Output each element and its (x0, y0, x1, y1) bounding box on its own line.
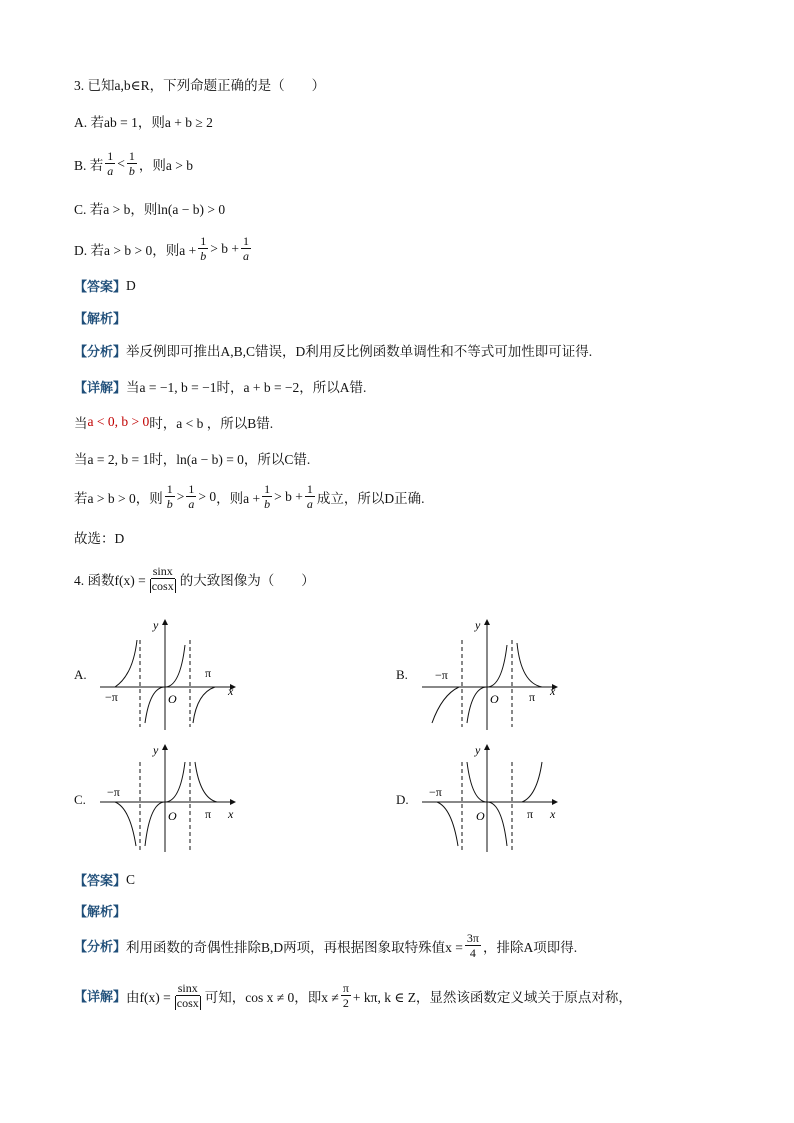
pi-label: π (527, 807, 534, 821)
q3-fenxi: 【分析】 举反例即可推出A,B,C错误，D利用反比例函数单调性和不等式可加性即可证得. (74, 344, 593, 360)
fraction: $\frac{1}{a}$ (242, 234, 249, 263)
graph-d (417, 740, 567, 860)
q3-xiangjie-4: 若a > b > 0，则 $\frac{1}{b}$ > $\frac{1}{a}$ > 0 ，则a + $\frac{1}{b}$ > b + $\frac{1}{a}$ 成立，所以D正确. (74, 482, 425, 511)
fraction: $\frac{\pi}{2}$ (342, 981, 349, 1010)
q3-xiangjie-3: 当a = 2, b = 1时，ln(a − b) = 0，所以C错. (74, 452, 311, 467)
x-label: x (228, 807, 234, 821)
q3-option-c: C. 若a > b，则ln(a − b) > 0 (74, 202, 226, 217)
y-label: y (153, 743, 159, 757)
fraction: $\frac{\sin x}{\cos x}$ (176, 981, 199, 1010)
fraction: $\frac{1}{a}$ (188, 482, 195, 511)
fraction: $\frac{1}{b}$ (264, 482, 271, 511)
graph-label-a: A. (74, 667, 87, 682)
neg-pi-label: −π (429, 785, 442, 799)
q3-stem: 3. 已知a,b∈R，下列命题正确的是（ ） (74, 78, 326, 93)
origin-label: O (476, 809, 485, 823)
fraction: $\frac{3\pi}{4}$ (466, 931, 479, 960)
x-label: x (228, 684, 234, 698)
origin-label: O (168, 809, 177, 823)
q3-choose: 故选：D (74, 531, 125, 546)
q3-xiangjie-1: 【详解】 当a = −1, b = −1时，a + b = −2，所以A错. (74, 380, 367, 396)
curve (437, 802, 458, 846)
curve (432, 687, 459, 723)
y-label: y (475, 618, 481, 632)
fraction: $\frac{1}{b}$ (128, 149, 135, 178)
q3-option-a: A. 若ab = 1，则a + b ≥ 2 (74, 115, 213, 130)
curve (193, 687, 215, 723)
fraction: $\frac{1}{a}$ (107, 149, 114, 178)
graph-c (95, 740, 245, 860)
neg-pi-label: −π (105, 690, 118, 704)
graph-label-d: D. (396, 792, 409, 807)
q4-xiangjie: 【详解】 由f(x) = $\frac{\sin x}{\cos x}$ 可知，cos x ≠ 0，即x ≠ $\frac{\pi}{2}$ + kπ, k ∈ Z，显然该函数定义域关于原点对称， (74, 981, 632, 1010)
graph-a (95, 615, 245, 735)
pi-label: π (205, 807, 212, 821)
neg-pi-label: −π (435, 668, 448, 682)
q3-option-b: B. 若 $\frac{1}{a}$ < $\frac{1}{b}$ ，则a > b (74, 149, 193, 178)
curve (517, 643, 542, 687)
pi-label: π (529, 690, 536, 704)
graph-label-c: C. (74, 792, 86, 807)
q4-answer: 【答案】 C (74, 871, 136, 889)
origin-label: O (490, 692, 499, 706)
q3-option-d: D. 若a > b > 0，则a + $\frac{1}{b}$ > b + $\frac{1}{a}$ (74, 234, 249, 263)
q3-analysis-heading: 【解析】 (74, 312, 127, 327)
q4-stem: 4. 函数f(x) = $\frac{\sin x}{\cos x}$ 的大致图像为（ ） (74, 564, 315, 593)
graph-b (417, 615, 567, 735)
y-label: y (153, 618, 159, 632)
curve (115, 802, 136, 846)
neg-pi-label: −π (107, 785, 120, 799)
curve (115, 640, 137, 687)
curve (195, 762, 217, 802)
q4-analysis-heading: 【解析】 (74, 905, 127, 920)
fraction: $\frac{1}{b}$ (200, 234, 207, 263)
y-label: y (475, 743, 481, 757)
fraction: $\frac{1}{b}$ (166, 482, 173, 511)
x-label: x (550, 807, 556, 821)
graph-label-b: B. (396, 667, 408, 682)
pi-label: π (205, 666, 212, 680)
fraction: $\frac{\sin x}{\cos x}$ (151, 564, 174, 593)
fraction: $\frac{1}{a}$ (306, 482, 313, 511)
q3-xiangjie-2: 当 a < 0, b > 0 时，a < b ，所以B错. (74, 414, 274, 431)
q3-answer: 【答案】 D (74, 277, 136, 295)
q4-fenxi: 【分析】 利用函数的奇偶性排除B,D两项，再根据图象取特殊值x = $\frac{3\pi}{4}$ ，排除A项即得. (74, 931, 578, 960)
x-label: x (550, 684, 556, 698)
curve (522, 762, 542, 802)
origin-label: O (168, 692, 177, 706)
